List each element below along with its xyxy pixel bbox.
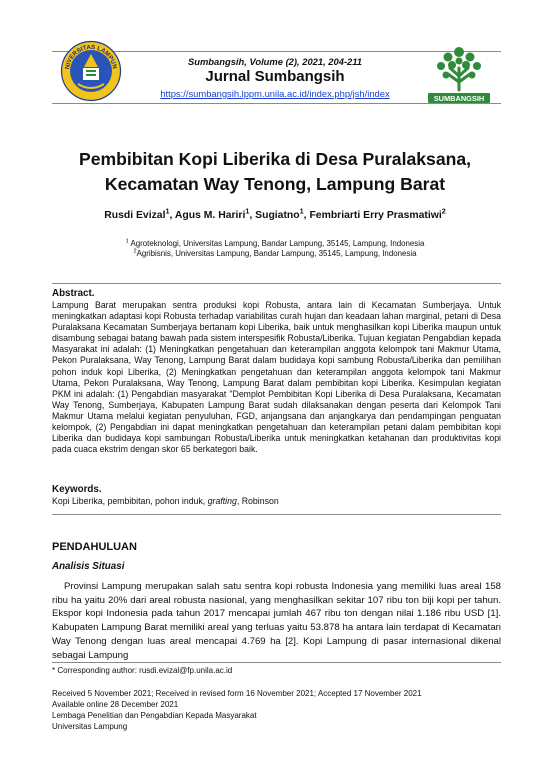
body-paragraph: Provinsi Lampung merupakan salah satu sentra kopi robusta Indonesia yang memiliki luas areal 158 ribu ha yaitu 20% dari areal robusta nasional, yang menghasilkan sekitar 107 ribu ton biji kopi per tahun. Ekspor kopi Indonesia pada tahun 2017 mencapai jumlah 467 ribu ton dengan nilai 1.186 ribu USD [1]. Kabupaten Lampung Barat memiliki areal yang terluas yaitu 53.878 ha antara lain terdapat di Kecamatan Way Tenong dengan luas areal mencapai 4.769 ha [2]. Kopi Lampung di pasar internasional dikenal sebagai Lampung <box>52 581 501 661</box>
affiliation-text: Agroteknologi, Universitas Lampung, Bandar Lampung, 35145, Lampung, Indonesia <box>130 239 425 248</box>
abstract-heading: Abstract. <box>52 288 95 299</box>
keywords-heading: Keywords. <box>52 484 102 495</box>
publisher-line-2: Universitas Lampung <box>52 722 128 731</box>
abstract-text: Lampung Barat merupakan sentra produksi kopi Robusta, antara lain di Kecamatan Sumberjaya. Untuk meningkatkan adaptasi kopi Robusta terhadap variabilitas curah hujan dan keadaan lahan marginal, petani di Desa Puralaksana Kecamatan Sumberjaya bertanam kopi Liberika, baik untuk menghasilkan kopi Liberika maupun untuk disambung sebagai batang bawah pada sistem interspesifik Robusta/Liberika. Tujuan kegiatan Pengabdian kepada Masyarakat ini adalah: (1) Meningkatkan pengetahuan dan keterampilan anggota kelompok tani Makmur Utama, Pekon Puralaksana, Way Tenong, Lampung Barat dalam budidaya kopi sambung Robusta/Liberika dan pemilihan pohon induk kopi Liberika, (2) Meningkatkan pengetahuan dan keterampilan anggota kelompok tani Makmur Utama, Pekon Puralaksana, Way Tenong, Lampung Barat dalam pembibitan kopi Liberika. Kesimpulan kegiatan PKM ini adalah: (1) Pengabdian masyarakat "Demplot Pembibitan Kopi Liberika di Desa Puralaksana, Kecamatan Way Tenong, Sumberjaya, Kabupaten Lampung Barat sudah dilaksanakan dengan peserta dari Kelompok Tani Makmur Utama melalui kegiatan penyuluhan, FGD, anjangsana dan anjangkarya dan pendampingan penguatan kelompok, (2) Pengabdian ini dapat meningkatkan pengetahuan dan keterampilan petani dalam pembibitan kopi Liberika dan budidaya kopi sambungan Robusta/Liberika untuk meningkatkan ketahanan dan produktivitas kopi pada cuaca ekstrim dengan skor 65 berkategori baik. <box>52 300 501 455</box>
keywords-plain: Kopi Liberika, pembibitan, pohon induk, <box>52 496 208 506</box>
journal-url-link[interactable]: https://sumbangsih.lppm.unila.ac.id/index.php/jsh/index <box>160 88 390 99</box>
title-line-1: Pembibitan Kopi Liberika di Desa Puralaksana, <box>78 149 472 169</box>
body-text <box>52 580 501 662</box>
author-separator: , <box>249 210 256 221</box>
author-name: Sugiatno <box>255 210 300 221</box>
author-name: Agus M. Hariri <box>174 210 246 221</box>
author-affil-sup: 1 <box>245 206 250 216</box>
footnote-rule <box>52 662 501 663</box>
affiliation-2 <box>0 249 550 259</box>
author-affil-sup: 2 <box>441 206 446 216</box>
corresponding-author-note: * Corresponding author: rusdi.evizal@fp.unila.ac.id <box>52 666 233 675</box>
journal-name: Jurnal Sumbangsih <box>205 68 345 85</box>
affiliation-sup: 2 <box>133 248 137 255</box>
received-dates: Received 5 November 2021; Received in revised form 16 November 2021; Accepted 17 November 2021 <box>52 689 422 698</box>
author-affil-sup: 1 <box>165 206 170 216</box>
author-name: Fembriarti Erry Prasmatiwi <box>309 210 442 221</box>
affiliation-1 <box>0 239 550 249</box>
journal-meta: Sumbangsih, Volume (2), 2021, 204-211 <box>187 56 363 67</box>
affiliation-sup: 1 <box>125 238 129 245</box>
logo-lettering: NIVERSITAS LAMPUN <box>64 43 118 70</box>
keywords-bottom-rule <box>52 514 501 515</box>
article-title <box>40 147 510 197</box>
author-affil-sup: 1 <box>299 206 304 216</box>
available-online: Available online 28 December 2021 <box>52 700 179 709</box>
publisher-line-1: Lembaga Penelitian dan Pengabdian Kepada Masyarakat <box>52 711 257 720</box>
title-line-2: Kecamatan Way Tenong, Lampung Barat <box>104 174 446 194</box>
sumbangsih-logo-text: SUMBANGSIH <box>433 94 485 103</box>
section-subheading: Analisis Situasi <box>52 561 125 572</box>
author-list <box>30 206 520 221</box>
keywords-section <box>52 484 501 507</box>
keywords-text <box>52 496 501 507</box>
abstract-section <box>52 288 501 455</box>
author-name: Rusdi Evizal <box>104 210 166 221</box>
keywords-plain-end: , Robinson <box>236 496 279 506</box>
keywords-italic: grafting <box>207 496 237 506</box>
author-separator: , <box>169 210 175 221</box>
author-separator: , <box>303 210 310 221</box>
affiliation-text: Agribisnis, Universitas Lampung, Bandar Lampung, 35145, Lampung, Indonesia <box>136 249 417 258</box>
abstract-top-rule <box>52 283 501 284</box>
section-heading: PENDAHULUAN <box>52 541 137 553</box>
